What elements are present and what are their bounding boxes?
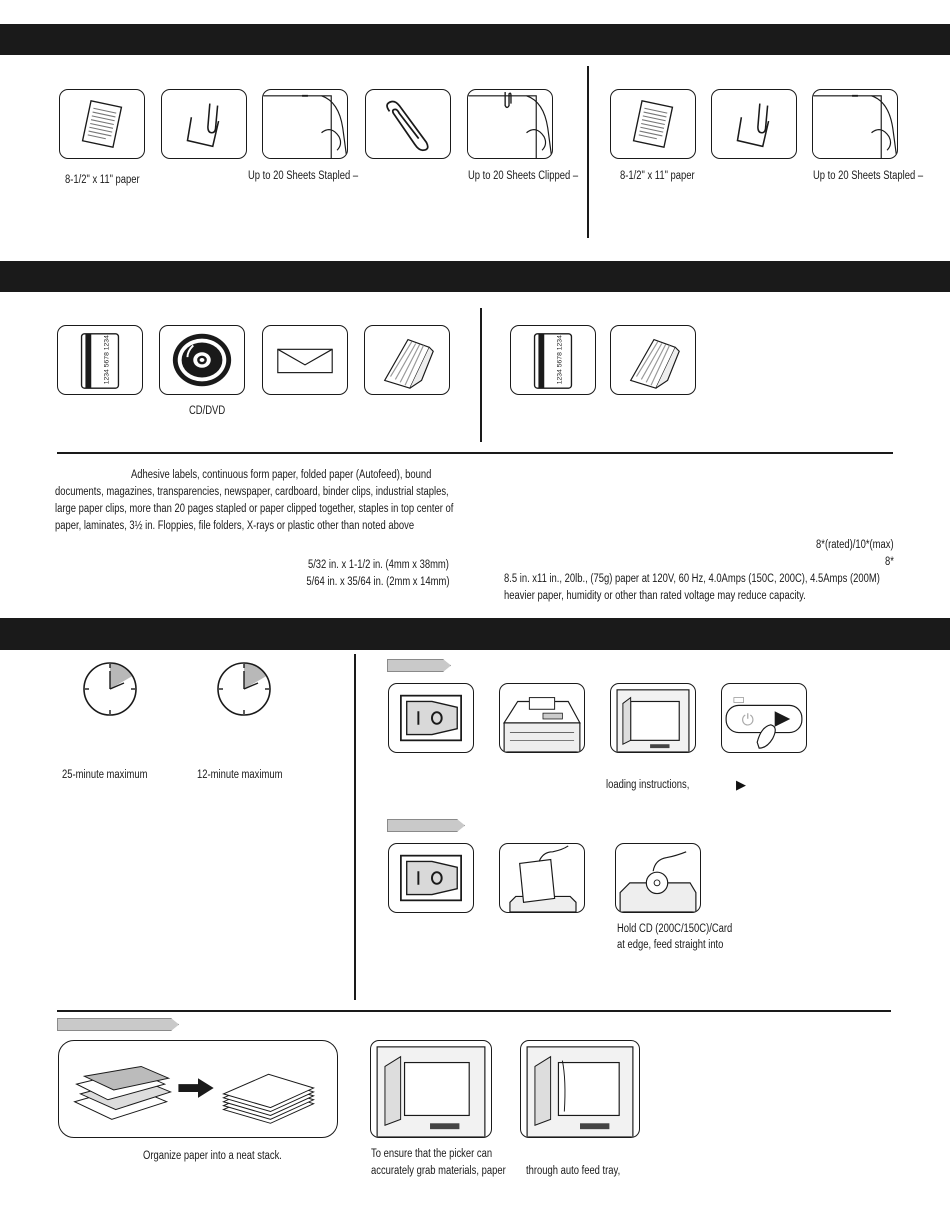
cd-instruction-line-1: Hold CD (200C/150C)/Card xyxy=(617,923,733,935)
rocker-switch-icon xyxy=(388,683,474,753)
start-button-panel-icon xyxy=(721,683,807,753)
shredder-machine-icon xyxy=(499,683,585,753)
duty-cycle-clock-icon xyxy=(80,659,140,719)
section-header-bar-accepts xyxy=(0,24,950,55)
accepts-left-label-stapled: Up to 20 Sheets Stapled – xyxy=(248,170,359,182)
organize-paper-text: Organize paper into a neat stack. xyxy=(143,1150,282,1162)
accepts-right-label-stapled: Up to 20 Sheets Stapled – xyxy=(813,170,924,182)
restrictions-line-3: large paper clips, more than 20 pages stapled or paper clipped together, staples in top center of xyxy=(55,503,454,515)
staple-icon xyxy=(711,89,797,159)
accepts-left-label-clipped: Up to 20 Sheets Clipped – xyxy=(468,170,579,182)
cd-instruction-line-2: at edge, feed straight into xyxy=(617,939,724,951)
cd-feed-icon xyxy=(615,843,701,913)
manual-feed-paper-icon xyxy=(499,843,585,913)
credit-card-icon xyxy=(57,325,143,395)
operation-column-divider xyxy=(354,654,356,1000)
play-arrow-icon: ▶ xyxy=(736,778,746,793)
folded-paper-icon xyxy=(364,325,450,395)
folded-paper-icon xyxy=(610,325,696,395)
capacity-footnote-2: heavier paper, humidity or other than rated voltage may reduce capacity. xyxy=(504,590,806,602)
paper-sheet-icon xyxy=(610,89,696,159)
capacity-footnote-1: 8.5 in. x11 in., 20lb., (75g) paper at 120V, 60 Hz, 4.0Amps (150C, 200C), 4.5Amps (200M) xyxy=(504,573,880,585)
restrictions-line-2: documents, magazines, transparencies, newspaper, cardboard, binder clips, industrial staples, xyxy=(55,486,449,498)
clipped-sheets-icon xyxy=(467,89,553,159)
step-tag xyxy=(387,659,451,672)
accepts-column-divider xyxy=(587,66,589,238)
capacity-rated: 8*(rated)/10*(max) xyxy=(816,539,894,551)
section-header-bar-operation xyxy=(0,618,950,650)
step-tag xyxy=(387,819,465,832)
restrictions-line-4: paper, laminates, 3½ in. Floppies, file folders, X-rays or plastic other than noted above xyxy=(55,520,415,532)
credit-card-icon xyxy=(510,325,596,395)
autofeed-tray-icon xyxy=(520,1040,640,1138)
stapled-sheets-icon xyxy=(812,89,898,159)
card-number-text: 1234 5678 1234 xyxy=(556,335,564,385)
card-number-text: 1234 5678 1234 xyxy=(103,335,111,385)
operation-bottom-rule xyxy=(57,1010,891,1012)
media-section-rule xyxy=(57,452,893,454)
autofeed-text: through auto feed tray, xyxy=(526,1165,621,1177)
media-column-divider xyxy=(480,308,482,442)
picker-text-1: To ensure that the picker can xyxy=(371,1148,493,1160)
feed-tray-icon xyxy=(370,1040,492,1138)
duty-cycle-clock-icon xyxy=(214,659,274,719)
step-tag xyxy=(57,1018,179,1031)
cut-size-2: 5/64 in. x 35/64 in. (2mm x 14mm) xyxy=(305,576,449,588)
section-header-bar-media xyxy=(0,261,950,292)
cut-size-1: 5/32 in. x 1-1/2 in. (4mm x 38mm) xyxy=(308,559,449,571)
clock-label-25-min: 25-minute maximum xyxy=(62,769,148,781)
accepts-left-label-paper: 8-1/2" x 11" paper xyxy=(65,174,140,186)
feed-tray-icon xyxy=(610,683,696,753)
picker-text-2: accurately grab materials, paper xyxy=(371,1165,506,1177)
stapled-sheets-icon xyxy=(262,89,348,159)
loading-instructions-text: loading instructions, xyxy=(606,779,690,791)
cd-dvd-icon xyxy=(159,325,245,395)
envelope-icon xyxy=(262,325,348,395)
clock-label-12-min: 12-minute maximum xyxy=(197,769,283,781)
paper-sheet-icon xyxy=(59,89,145,159)
paper-clip-icon xyxy=(365,89,451,159)
accepts-right-label-paper: 8-1/2" x 11" paper xyxy=(620,170,695,182)
rocker-switch-icon xyxy=(388,843,474,913)
capacity-second: 8* xyxy=(885,556,894,568)
staple-icon xyxy=(161,89,247,159)
power-symbol-text: ⏻ xyxy=(741,710,754,729)
cd-dvd-label: CD/DVD xyxy=(189,405,226,417)
organize-paper-illustration xyxy=(58,1040,338,1138)
restrictions-line-1: Adhesive labels, continuous form paper, folded paper (Autofeed), bound xyxy=(131,469,432,481)
